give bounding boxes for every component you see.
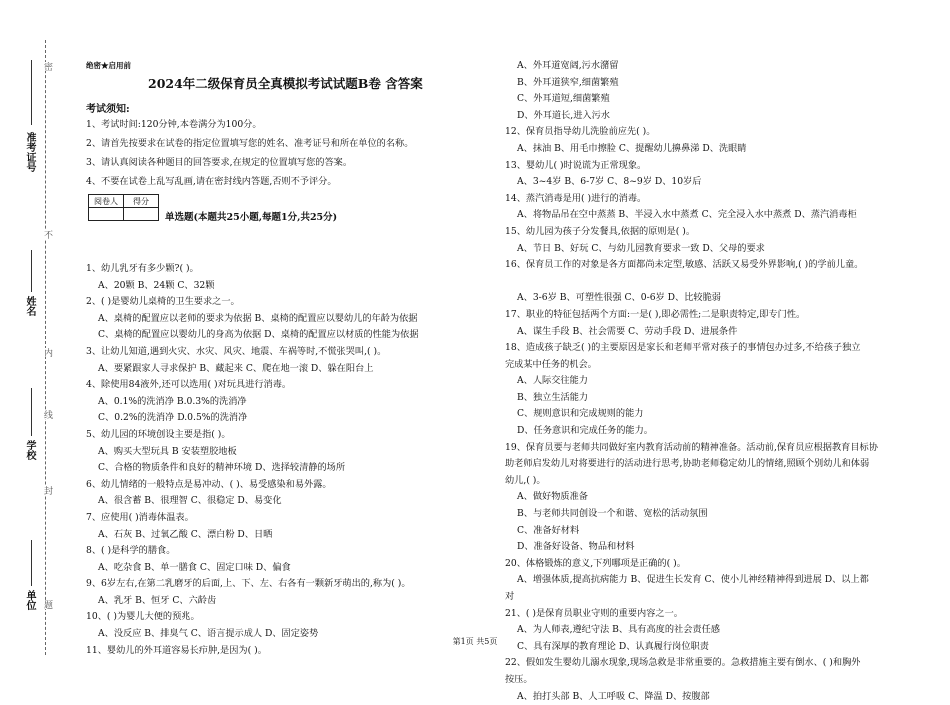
answer-option: C、规则意识和完成规则的能力 [517, 408, 644, 420]
answer-option: A、抹油 B、用毛巾擦脸 C、提醒幼儿擤鼻涕 D、洗眼睛 [517, 142, 747, 154]
answer-option: C、外耳道短,细菌繁殖 [517, 93, 610, 105]
answer-option: C、桌椅的配置应以婴幼儿的身高为依据 D、桌椅的配置应以材质的性能为依据 [98, 329, 419, 341]
question-text: 10、( )为婴儿大便的预兆。 [86, 611, 200, 623]
unit-label: 单位 [24, 590, 35, 610]
answer-option: A、没反应 B、排臭气 C、语言提示成人 D、固定姿势 [98, 628, 319, 640]
answer-option: B、外耳道狭窄,细菌繁殖 [517, 76, 619, 88]
name-label: 姓名 [24, 296, 35, 316]
score-cell: 得分 [124, 195, 159, 208]
question-text: 12、保育员指导幼儿洗脸前应先( )。 [505, 126, 656, 138]
right-question-column [505, 58, 878, 705]
section-heading: 单选题(本题共25小题,每题1分,共25分) [165, 212, 338, 223]
question-text: 5、幼儿园的环境创设主要是指( )。 [86, 428, 231, 440]
notice-item: 2、请首先按要求在试卷的指定位置填写您的姓名、准考证号和所在单位的名称。 [86, 138, 414, 149]
question-text: 9、6岁左右,在第二乳磨牙的后面,上、下、左、右各有一颗新牙萌出的,称为( )。 [86, 578, 411, 590]
question-text: 按压。 [505, 673, 533, 685]
question-text: 18、造成孩子缺乏( )的主要原因是家长和老师平常对孩子的事情包办过多,不给孩子独立 [505, 342, 861, 354]
secret-label: 绝密★启用前 [86, 61, 131, 70]
answer-option: C、具有深厚的教育理论 D、认真履行岗位职责 [517, 640, 709, 652]
answer-option: A、3-6岁 B、可塑性很强 C、0-6岁 D、比较脆弱 [517, 292, 721, 304]
question-text: 16、保育员工作的对象是各方面都尚未定型,敏感、活跃又易受外界影响,( )的学前儿童。 [505, 259, 864, 271]
answer-option: C、0.2%的洗消净 D.0.5%的洗消净 [98, 412, 248, 424]
seal-mark-feng: 封 [42, 486, 52, 495]
answer-option: A、桌椅的配置应以老师的要求为依据 B、桌椅的配置应以婴幼儿的年龄为依据 [98, 312, 418, 324]
question-text: 13、婴幼儿( )时说谎为正常现象。 [505, 159, 647, 171]
question-text: 对 [505, 591, 515, 602]
answer-option: A、石灰 B、过氧乙酸 C、漂白粉 D、日晒 [98, 528, 273, 540]
question-text: 17、职业的特征包括两个方面:一是( ),即必需性;二是职责特定,即专门性。 [505, 308, 806, 320]
question-text: 3、让幼儿知道,遇到火灾、水灾、风灾、地震、车祸等时,不慌张哭叫,( )。 [86, 345, 387, 357]
question-text: 6、幼儿情绪的一般特点是易冲动、( )、易受感染和易外露。 [86, 478, 332, 490]
answer-option: A、外耳道宽阔,污水潴留 [517, 60, 619, 71]
notice-list [86, 115, 413, 191]
school-label: 学校 [24, 440, 35, 460]
question-text: 15、幼儿园为孩子分发餐具,依据的原则是( )。 [505, 225, 696, 237]
answer-option: A、增强体质,提高抗病能力 B、促进生长发育 C、使小儿神经精神得到进展 D、以上都 [517, 574, 869, 586]
answer-option: C、准备好材料 [517, 524, 580, 536]
answer-option: A、人际交往能力 [517, 375, 588, 387]
question-text: 幼儿,( )。 [505, 474, 546, 486]
question-text: 11、婴幼儿的外耳道容易长疖肿,是因为( )。 [86, 644, 267, 656]
reviewer-blank[interactable] [89, 208, 124, 221]
name-blank [31, 250, 32, 292]
answer-option: A、节日 B、好玩 C、与幼儿园教育要求一致 D、父母的要求 [517, 242, 765, 254]
answer-option: A、乳牙 B、恒牙 C、六龄齿 [98, 594, 217, 606]
answer-option: A、20颗 B、24颗 C、32颗 [98, 279, 215, 291]
answer-option: A、拍打头部 B、人工呼吸 C、降温 D、按腹部 [517, 690, 710, 702]
question-text: 14、蒸汽消毒是用( )进行的消毒。 [505, 192, 647, 204]
question-text [505, 274, 878, 291]
answer-option: C、合格的物质条件和良好的精神环境 D、选择较清静的场所 [98, 462, 346, 474]
answer-option: A、3~4岁 B、6-7岁 C、8~9岁 D、10岁后 [517, 176, 702, 188]
school-blank [31, 388, 32, 436]
question-text: 20、体格锻炼的意义,下列哪项是正确的( )。 [505, 557, 686, 569]
notice-item: 4、不要在试卷上乱写乱画,请在密封线内答题,否则不予评分。 [86, 176, 337, 187]
question-text: 助老师启发幼儿对将要进行的活动进行思考,协助老师稳定幼儿的情绪,照顾个别幼儿和体弱 [505, 458, 870, 470]
answer-option: A、要紧跟家人寻求保护 B、藏起来 C、爬在地一滚 D、躲在阳台上 [98, 362, 374, 374]
seal-mark-nei: 内 [42, 348, 52, 357]
score-table [88, 194, 159, 221]
question-text: 4、除使用84液外,还可以选用( )对玩具进行消毒。 [86, 379, 292, 391]
notice-item: 1、考试时间:120分钟,本卷满分为100分。 [86, 119, 262, 130]
question-text: 22、假如发生婴幼儿溺水现象,现场急救是非常重要的。急救措施主要有倒水、( )和胸外 [505, 657, 861, 669]
page-footer: 第1页 共5页 [452, 637, 498, 646]
left-question-column [86, 261, 419, 659]
answer-option: B、独立生活能力 [517, 391, 589, 403]
question-text: 1、幼儿乳牙有多少颗?( )。 [86, 263, 199, 274]
question-text: 19、保育员要与老师共同做好室内教育活动前的精神准备。活动前,保育员应根据教育目标协 [505, 441, 878, 453]
exam-number-label: 准考证号 [24, 132, 35, 172]
answer-option: A、很含蓄 B、很理智 C、很稳定 D、易变化 [98, 495, 282, 507]
seal-mark-ti: 题 [42, 600, 52, 609]
seal-mark-xian: 线 [42, 410, 52, 419]
seal-mark-mi: 密 [42, 62, 52, 71]
question-text: 2、( )是婴幼儿桌椅的卫生要求之一。 [86, 296, 240, 308]
page-title: 2024年二级保育员全真模拟考试试题B卷 含答案 [148, 76, 423, 91]
notice-heading: 考试须知: [86, 104, 130, 115]
question-text: 21、( )是保育员职业守则的重要内容之一。 [505, 607, 683, 619]
answer-option: D、准备好设备、物品和材料 [517, 541, 635, 553]
answer-option: A、为人师表,遵纪守法 B、具有高度的社会责任感 [517, 624, 720, 636]
answer-option: A、0.1%的洗消净 B.0.3%的洗消净 [98, 395, 247, 407]
answer-option: A、将物品吊在空中蒸蒸 B、半浸入水中蒸煮 C、完全浸入水中蒸煮 D、蒸汽消毒柜 [517, 209, 857, 221]
score-blank[interactable] [124, 208, 159, 221]
answer-option: A、购买大型玩具 B 安装塑胶地板 [98, 445, 237, 457]
binding-strip [0, 0, 75, 671]
answer-option: D、任务意识和完成任务的能力。 [517, 425, 653, 437]
seal-mark-bu: 不 [42, 230, 52, 239]
unit-blank [31, 540, 32, 586]
question-text: 完成某中任务的机会。 [505, 358, 597, 370]
answer-option: A、谋生手段 B、社会需要 C、劳动手段 D、进展条件 [517, 325, 738, 337]
answer-option: A、吃杂食 B、单一膳食 C、固定口味 D、偏食 [98, 561, 291, 573]
notice-item: 3、请认真阅读各种题目的回答要求,在规定的位置填写您的答案。 [86, 157, 353, 168]
answer-option: D、外耳道长,进入污水 [517, 109, 610, 121]
question-text: 8、( )是科学的膳食。 [86, 545, 176, 557]
answer-option: B、与老师共同创设一个和谐、宽松的活动氛围 [517, 508, 708, 520]
answer-option: A、做好物质准备 [517, 491, 588, 503]
question-text: 7、应使用( )消毒体温表。 [86, 511, 194, 523]
reviewer-cell: 阅卷人 [89, 195, 124, 208]
exam-number-blank [31, 60, 32, 125]
